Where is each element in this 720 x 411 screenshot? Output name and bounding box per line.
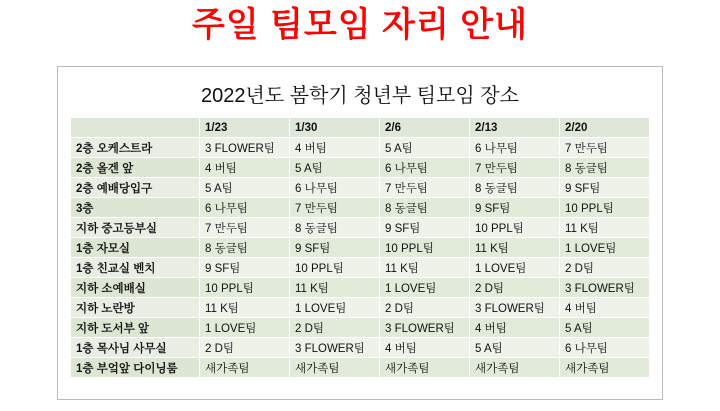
table-row <box>71 158 650 178</box>
table-row <box>71 258 650 278</box>
cell: 3 FLOWER팀 <box>200 138 290 158</box>
cell: 5 A팀 <box>200 178 290 198</box>
table-row <box>71 218 650 238</box>
cell: 새가족팀 <box>560 358 650 378</box>
row-label: 지하 소예배실 <box>71 278 200 298</box>
cell: 5 A팀 <box>560 318 650 338</box>
row-label: 지하 노란방 <box>71 298 200 318</box>
cell: 1 LOVE팀 <box>200 318 290 338</box>
cell: 새가족팀 <box>200 358 290 378</box>
row-label: 2층 오케스트라 <box>71 138 200 158</box>
cell: 11 K팀 <box>470 238 560 258</box>
cell: 7 만두팀 <box>470 158 560 178</box>
row-label: 지하 중고등부실 <box>71 218 200 238</box>
table-row <box>71 278 650 298</box>
cell: 10 PPL팀 <box>200 278 290 298</box>
cell: 7 만두팀 <box>200 218 290 238</box>
cell: 9 SF팀 <box>200 258 290 278</box>
table-body <box>71 138 650 378</box>
table-row <box>71 138 650 158</box>
cell: 8 동글팀 <box>200 238 290 258</box>
cell: 7 만두팀 <box>560 138 650 158</box>
content-box <box>57 66 663 400</box>
cell: 1 LOVE팀 <box>560 238 650 258</box>
cell: 1 LOVE팀 <box>470 258 560 278</box>
cell: 10 PPL팀 <box>290 258 380 278</box>
cell: 8 동글팀 <box>560 158 650 178</box>
cell: 1 LOVE팀 <box>290 298 380 318</box>
row-label: 2층 올겐 앞 <box>71 158 200 178</box>
table-row <box>71 178 650 198</box>
cell: 2 D팀 <box>380 298 470 318</box>
cell: 2 D팀 <box>290 318 380 338</box>
table-row <box>71 298 650 318</box>
cell: 5 A팀 <box>380 138 470 158</box>
table-header <box>71 118 650 138</box>
cell: 8 동글팀 <box>290 218 380 238</box>
row-label: 1층 친교실 벤치 <box>71 258 200 278</box>
cell: 10 PPL팀 <box>560 198 650 218</box>
row-label: 2층 예배당입구 <box>71 178 200 198</box>
column-header-3: 2/13 <box>470 118 560 138</box>
table-corner-cell <box>71 118 200 138</box>
cell: 4 버팀 <box>290 138 380 158</box>
column-header-1: 1/30 <box>290 118 380 138</box>
cell: 11 K팀 <box>200 298 290 318</box>
cell: 7 만두팀 <box>380 178 470 198</box>
cell: 6 나무팀 <box>470 138 560 158</box>
cell: 8 동글팀 <box>380 198 470 218</box>
cell: 2 D팀 <box>200 338 290 358</box>
cell: 9 SF팀 <box>290 238 380 258</box>
row-label: 1층 목사님 사무실 <box>71 338 200 358</box>
slide <box>0 6 720 411</box>
cell: 6 나무팀 <box>200 198 290 218</box>
page-title: 주일 팀모임 자리 안내 <box>192 6 528 44</box>
table-header-row <box>71 118 650 138</box>
cell: 5 A팀 <box>470 338 560 358</box>
cell: 새가족팀 <box>470 358 560 378</box>
cell: 3 FLOWER팀 <box>290 338 380 358</box>
cell: 3 FLOWER팀 <box>380 318 470 338</box>
cell: 11 K팀 <box>380 258 470 278</box>
cell: 새가족팀 <box>380 358 470 378</box>
row-label: 1층 부엌앞 다이닝룸 <box>71 358 200 378</box>
table-row <box>71 238 650 258</box>
table-row <box>71 198 650 218</box>
column-header-4: 2/20 <box>560 118 650 138</box>
cell: 6 나무팀 <box>380 158 470 178</box>
cell: 6 나무팀 <box>560 338 650 358</box>
table-title: 2022년도 봄학기 청년부 팀모임 장소 <box>201 85 519 107</box>
cell: 9 SF팀 <box>380 218 470 238</box>
table-row <box>71 338 650 358</box>
row-label: 지하 도서부 앞 <box>71 318 200 338</box>
cell: 11 K팀 <box>290 278 380 298</box>
cell: 5 A팀 <box>290 158 380 178</box>
cell: 6 나무팀 <box>290 178 380 198</box>
cell: 4 버팀 <box>470 318 560 338</box>
cell: 9 SF팀 <box>560 178 650 198</box>
cell: 7 만두팀 <box>290 198 380 218</box>
table-row <box>71 318 650 338</box>
cell: 11 K팀 <box>560 218 650 238</box>
cell: 3 FLOWER팀 <box>560 278 650 298</box>
cell: 4 버팀 <box>380 338 470 358</box>
cell: 3 FLOWER팀 <box>470 298 560 318</box>
cell: 10 PPL팀 <box>380 238 470 258</box>
cell: 8 동글팀 <box>470 178 560 198</box>
cell: 4 버팀 <box>200 158 290 178</box>
row-label: 1층 자모실 <box>71 238 200 258</box>
cell: 4 버팀 <box>560 298 650 318</box>
cell: 새가족팀 <box>290 358 380 378</box>
cell: 1 LOVE팀 <box>380 278 470 298</box>
cell: 2 D팀 <box>470 278 560 298</box>
row-label: 3층 <box>71 198 200 218</box>
cell: 9 SF팀 <box>470 198 560 218</box>
cell: 2 D팀 <box>560 258 650 278</box>
column-header-0: 1/23 <box>200 118 290 138</box>
schedule-table <box>70 117 650 378</box>
cell: 10 PPL팀 <box>470 218 560 238</box>
column-header-2: 2/6 <box>380 118 470 138</box>
table-row <box>71 358 650 378</box>
